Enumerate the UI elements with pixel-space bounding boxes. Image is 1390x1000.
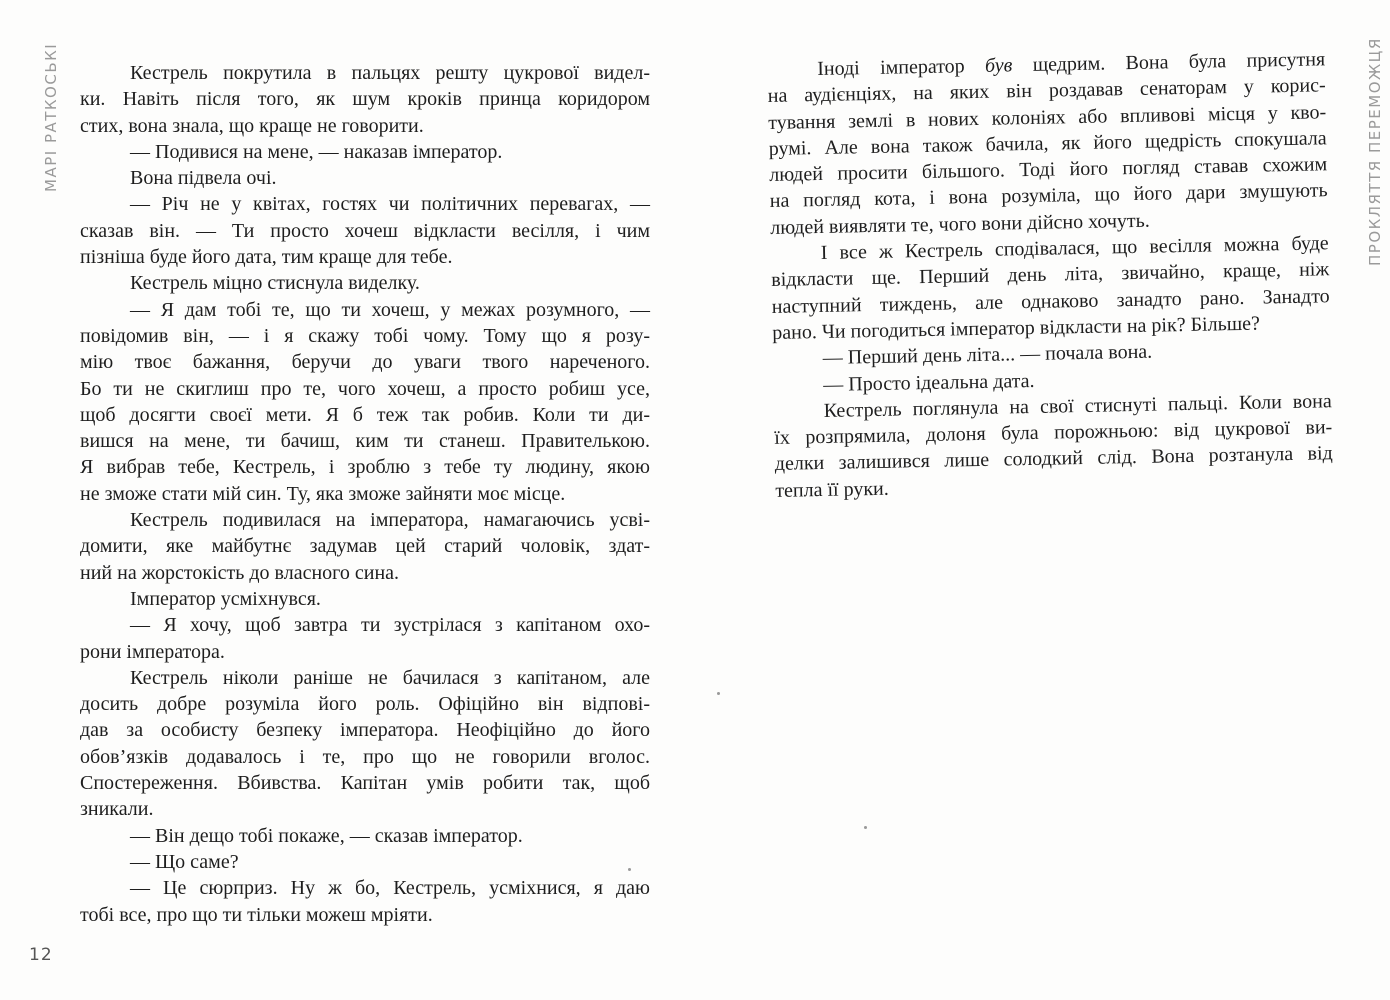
text-line: румі. Але вона також бачила, як його щедрість спокушала <box>768 127 1327 160</box>
text-line: людей просити більшого. Тоді його погляд ставав схожим <box>769 153 1328 187</box>
text-line: тобі все, про що ти тільки можеш мріяти. <box>80 903 433 926</box>
text-line: їх розпрямила, долоня була порожньою: від цукрової ви- <box>774 416 1333 450</box>
paragraph <box>80 849 650 875</box>
paragraph <box>80 586 650 612</box>
text-line: сказав він. — Ти просто хочеш відкласти весілля, і чим <box>80 219 650 242</box>
text-line: Бо ти не скиглиш про те, чого хочеш, а просто робиш усе, <box>80 377 650 400</box>
running-head-title: ПРОКЛЯТТЯ ПЕРЕМОЖЦЯ <box>1366 37 1384 266</box>
text-line: — Річ не у квітах, гостях чи політичних перевагах, — <box>130 193 650 216</box>
right-page-text <box>767 46 1333 504</box>
text-line: І все ж Кестрель сподівалася, що весілля можна буде <box>820 232 1329 265</box>
text-line: — Я дам тобі те, що ти хочеш, у межах розумного, — <box>130 298 650 321</box>
paragraph <box>80 139 650 165</box>
text-line: Я вибрав тебе, Кестрель, і зроблю з тебе ту людину, якою <box>80 456 650 479</box>
text-line: — Подивися на мене, — наказав імператор. <box>130 140 503 163</box>
paragraph <box>774 388 1334 504</box>
text-line: на погляд кота, і вона розуміла, що його дари змушують <box>769 179 1328 213</box>
scan-speck <box>717 692 720 695</box>
text-line: — Він дещо тобі покаже, — сказав імператор. <box>130 824 523 847</box>
paragraph <box>80 875 650 928</box>
text-line: відкласти ще. Перший день літа, звичайно, краще, ніж <box>771 258 1330 292</box>
text-segment: Іноді імператор <box>817 54 986 81</box>
paragraph <box>80 612 650 665</box>
text-line: — Просто ідеальна дата. <box>823 369 1035 396</box>
text-line: домити, яке майбутнє задумав цей старий чоловік, здат- <box>80 535 650 558</box>
paragraph <box>767 46 1328 241</box>
text-line: ки. Навіть після того, як шум кроків принца коридором <box>80 88 650 111</box>
scan-speck <box>628 868 631 871</box>
text-line: — Перший день літа... — почала вона. <box>822 340 1153 370</box>
text-line: — Що саме? <box>130 850 239 873</box>
text-line: щоб досягти своєї мети. Я б теж так робив. Коли ти ди- <box>80 403 650 426</box>
page-number: 12 <box>29 945 53 965</box>
text-line: Кестрель ніколи раніше не бачилася з капітаном, але <box>130 666 650 689</box>
text-line: Спостереження. Вбивства. Капітан умів робити так, щоб <box>80 772 650 795</box>
text-line: пізніша буде його дата, тим краще для тебе. <box>80 246 453 269</box>
text-line: — Я хочу, щоб завтра ти зустрілася з капітаном охо- <box>130 614 650 637</box>
paragraph <box>80 165 650 191</box>
text-line: — Це сюрприз. Ну ж бо, Кестрель, усміхнися, я даю <box>130 877 650 900</box>
text-line: повідомив він, — і я скажу тобі чому. Тому що я розу- <box>80 324 650 347</box>
paragraph <box>771 230 1331 346</box>
text-line: стих, вона знала, що краще не говорити. <box>80 114 424 137</box>
text-line: вишся на мене, ти бачиш, ким ти станеш. Правителькою. <box>80 430 650 453</box>
text-line: обов’язків додавалось і те, про що не говорили вголос. <box>80 745 650 768</box>
text-line: досить добре розуміла його роль. Офіційно він відпові- <box>80 693 650 716</box>
text-line: Імператор усміхнувся. <box>130 587 321 610</box>
text-line: зникали. <box>80 798 154 821</box>
right-page <box>695 0 1390 1000</box>
running-head-author: МАРІ РАТКОСЬКІ <box>42 42 60 192</box>
text-segment: щедрим. Вона була присутня <box>1012 48 1326 77</box>
text-line: рано. Чи погодиться імператор відкласти на рік? Більше? <box>772 312 1261 344</box>
text-line: дав за особисту безпеку імператора. Неофіційно до його <box>80 719 650 742</box>
paragraph <box>80 507 650 586</box>
text-line: Вона підвела очі. <box>130 167 277 190</box>
text-line: тування землі в нових колоніях або впливові місця у кво- <box>768 100 1327 134</box>
text-line: Кестрель покрутила в пальцях решту цукрової видел- <box>130 62 650 84</box>
paragraph <box>80 297 650 507</box>
scan-speck <box>864 826 867 829</box>
text-line: не зможе стати мій син. Ту, яка зможе зайняти моє місце. <box>80 482 566 505</box>
text-line: рони імператора. <box>80 640 225 663</box>
text-line: наступний тиждень, але однаково занадто рано. Занадто <box>771 284 1330 318</box>
text-line: Кестрель поглянула на свої стиснуті пальці. Коли вона <box>823 390 1332 422</box>
left-page-text <box>80 60 650 928</box>
text-line: Кестрель міцно стиснула виделку. <box>130 272 420 295</box>
paragraph <box>80 665 650 823</box>
text-line: тепла її руки. <box>775 477 889 502</box>
text-line: Кестрель подивилася на імператора, намагаючись усві- <box>130 509 650 532</box>
paragraph <box>80 60 650 139</box>
emphasis: був <box>984 54 1013 77</box>
text-line: ний на жорстокість до власного сина. <box>80 561 400 584</box>
text-line: на аудієнціях, на яких він роздавав сенаторам у корис- <box>767 74 1326 108</box>
paragraph <box>80 191 650 270</box>
text-line: людей виявляти те, чого вони дійсно хочуть. <box>770 209 1150 239</box>
text-line: делки залишився лише солодкий слід. Вона розтанула від <box>774 442 1333 476</box>
paragraph <box>80 823 650 849</box>
paragraph <box>80 270 650 296</box>
text-line: мію твоє бажання, беручи до уваги твого нареченого. <box>80 351 650 374</box>
